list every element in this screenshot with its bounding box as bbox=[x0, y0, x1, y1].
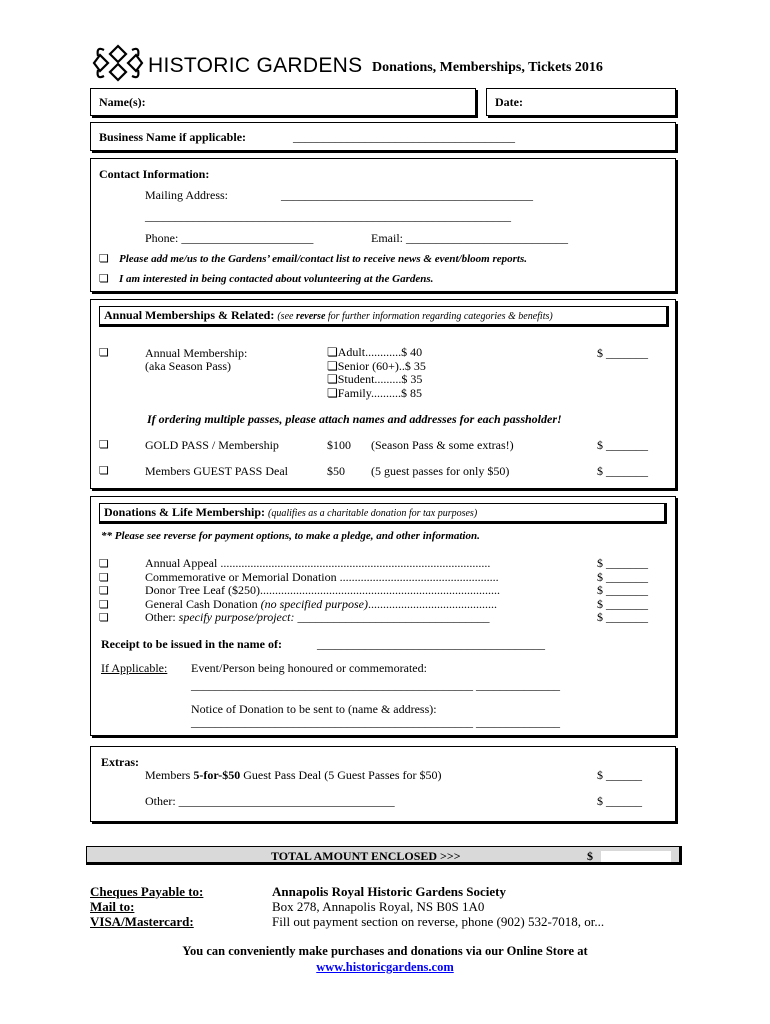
total-bar bbox=[86, 846, 682, 865]
donation-items bbox=[145, 557, 555, 625]
membership-option-senior[interactable]: ❏Senior (60+)..$ 35 bbox=[327, 358, 426, 373]
extras-other-amount[interactable]: $ ______ bbox=[597, 794, 642, 808]
date-label: Date: bbox=[495, 95, 523, 109]
annual-appeal-checkbox[interactable]: ❏ bbox=[99, 557, 109, 570]
mailing-address-label: Mailing Address: bbox=[145, 188, 228, 202]
visa-label: VISA/Mastercard: bbox=[90, 914, 194, 929]
visa-value: Fill out payment section on reverse, phone (902) 532-7018, or... bbox=[272, 914, 605, 929]
donation-amounts bbox=[597, 557, 648, 625]
total-dollar: $ bbox=[587, 849, 593, 863]
guest-pass-checkbox[interactable]: ❏ bbox=[99, 464, 109, 477]
business-name-field[interactable]: _____________________________________ bbox=[293, 130, 515, 144]
donation-amount-field[interactable]: $ _______ bbox=[597, 583, 648, 597]
donation-item-other[interactable]: Other: specify purpose/project: ________________________________ bbox=[145, 610, 490, 624]
donation-amount-field[interactable]: $ _______ bbox=[597, 569, 648, 584]
total-amount-field[interactable] bbox=[601, 851, 671, 862]
donations-title bbox=[99, 503, 667, 524]
annual-membership-checkbox[interactable]: ❏ bbox=[99, 346, 109, 359]
volunteer-checkbox[interactable]: ❏ bbox=[99, 272, 109, 285]
memberships-section bbox=[90, 299, 676, 489]
date-box[interactable] bbox=[486, 88, 676, 116]
gold-pass-desc: (Season Pass & some extras!) bbox=[371, 438, 514, 452]
other-donation-checkbox[interactable]: ❏ bbox=[99, 611, 109, 624]
contact-title: Contact Information: bbox=[99, 167, 210, 181]
multiple-passes-note: If ordering multiple passes, please attach names and addresses for each passholder! bbox=[147, 412, 562, 426]
names-box[interactable] bbox=[90, 88, 476, 116]
annual-membership-sub: (aka Season Pass) bbox=[145, 359, 231, 373]
business-label: Business Name if applicable: bbox=[99, 130, 247, 144]
extras-other-field[interactable]: Other: ____________________________________ bbox=[145, 794, 395, 808]
membership-option-family[interactable]: ❏Family..........$ 85 bbox=[327, 385, 422, 400]
phone-field[interactable]: Phone: ______________________ bbox=[145, 231, 314, 245]
extras-title: Extras: bbox=[101, 755, 139, 769]
gold-pass-label: GOLD PASS / Membership bbox=[145, 438, 279, 452]
mail-value: Box 278, Annapolis Royal, NS B0S 1A0 bbox=[272, 899, 485, 914]
notice-label: Notice of Donation to be sent to (name & address): bbox=[191, 702, 437, 716]
honoured-field[interactable]: _______________________________________________ ______________ bbox=[191, 678, 560, 692]
notice-field[interactable]: _______________________________________________ ______________ bbox=[191, 715, 560, 729]
business-box bbox=[90, 122, 676, 151]
donations-title-note: (qualifies as a charitable donation for tax purposes) bbox=[268, 508, 478, 519]
total-label: TOTAL AMOUNT ENCLOSED >>> bbox=[271, 849, 461, 863]
donations-note: ** Please see reverse for payment options, to make a pledge, and other information. bbox=[101, 530, 480, 542]
donation-item-commemorative: Commemorative or Memorial Donation ..................................................... bbox=[145, 569, 499, 584]
extras-section bbox=[90, 746, 676, 822]
footer-link-wrap bbox=[0, 960, 770, 975]
extras-deal: Members 5-for-$50 Guest Pass Deal (5 Guest Passes for $50) bbox=[145, 768, 442, 782]
gold-pass-price: $100 bbox=[327, 438, 351, 452]
names-label: Name(s): bbox=[99, 95, 146, 109]
payment-values bbox=[272, 884, 604, 929]
donations-section bbox=[90, 496, 676, 736]
email-list-checkbox[interactable]: ❏ bbox=[99, 252, 109, 265]
gold-pass-checkbox[interactable]: ❏ bbox=[99, 438, 109, 451]
cheques-label: Cheques Payable to: bbox=[90, 884, 204, 899]
guest-pass-price: $50 bbox=[327, 464, 345, 478]
donation-checkboxes bbox=[99, 557, 109, 625]
online-store-link[interactable]: www.historicgardens.com bbox=[316, 960, 454, 974]
cheques-value: Annapolis Royal Historic Gardens Society bbox=[272, 884, 507, 899]
membership-option-adult[interactable]: ❏Adult............$ 40 bbox=[327, 345, 423, 359]
payment-labels bbox=[90, 884, 203, 929]
donation-item-general-cash: General Cash Donation (no specified purpose)........................................... bbox=[145, 596, 497, 611]
org-name: HISTORIC GARDENS bbox=[148, 54, 363, 77]
mailing-address-field[interactable]: __________________________________________ bbox=[281, 188, 533, 202]
contact-section bbox=[90, 158, 676, 292]
email-field[interactable]: Email: ___________________________ bbox=[371, 231, 568, 245]
mailing-address-field-2[interactable]: _____________________________________________________________ bbox=[145, 209, 511, 223]
annual-membership-amount[interactable]: $ _______ bbox=[597, 346, 648, 360]
annual-membership-label: Annual Membership: bbox=[145, 346, 248, 360]
volunteer-option: I am interested in being contacted about volunteering at the Gardens. bbox=[119, 273, 434, 285]
donations-title-text: Donations & Life Membership: bbox=[104, 505, 265, 519]
memberships-title bbox=[99, 306, 669, 327]
donor-tree-checkbox[interactable]: ❏ bbox=[99, 584, 109, 597]
guest-pass-label: Members GUEST PASS Deal bbox=[145, 464, 289, 478]
historic-gardens-logo-icon bbox=[92, 42, 144, 84]
mail-label: Mail to: bbox=[90, 899, 135, 914]
form-subtitle: Donations, Memberships, Tickets 2016 bbox=[372, 60, 603, 75]
honoured-label: Event/Person being honoured or commemorated: bbox=[191, 661, 427, 675]
membership-option-student[interactable]: ❏Student.........$ 35 bbox=[327, 372, 423, 386]
guest-pass-amount[interactable]: $ _______ bbox=[597, 464, 648, 478]
general-cash-checkbox[interactable]: ❏ bbox=[99, 597, 109, 611]
guest-pass-desc: (5 guest passes for only $50) bbox=[371, 464, 510, 478]
receipt-label: Receipt to be issued in the name of: bbox=[101, 637, 282, 651]
donation-amount-field[interactable]: $ _______ bbox=[597, 596, 648, 611]
receipt-name-field[interactable]: ______________________________________ bbox=[317, 637, 545, 651]
commemorative-checkbox[interactable]: ❏ bbox=[99, 570, 109, 584]
donation-amount-field[interactable]: $ _______ bbox=[597, 610, 648, 624]
gold-pass-amount[interactable]: $ _______ bbox=[597, 438, 648, 452]
if-applicable-label: If Applicable: bbox=[101, 661, 168, 675]
extras-deal-amount[interactable]: $ ______ bbox=[597, 768, 642, 782]
footer-text: You can conveniently make purchases and donations via our Online Store at bbox=[182, 944, 588, 958]
memberships-title-text: Annual Memberships & Related: bbox=[104, 308, 275, 322]
email-list-option: Please add me/us to the Gardens’ email/contact list to receive news & event/bloom reports. bbox=[119, 253, 527, 265]
donation-item-annual-appeal: Annual Appeal .......................................................................................... bbox=[145, 557, 491, 570]
membership-options bbox=[327, 346, 426, 400]
donation-item-donor-tree: Donor Tree Leaf ($250)................................................................................ bbox=[145, 583, 500, 597]
memberships-title-note: (see reverse for further information regarding categories & benefits) bbox=[277, 311, 553, 322]
donation-amount-field[interactable]: $ _______ bbox=[597, 556, 648, 570]
